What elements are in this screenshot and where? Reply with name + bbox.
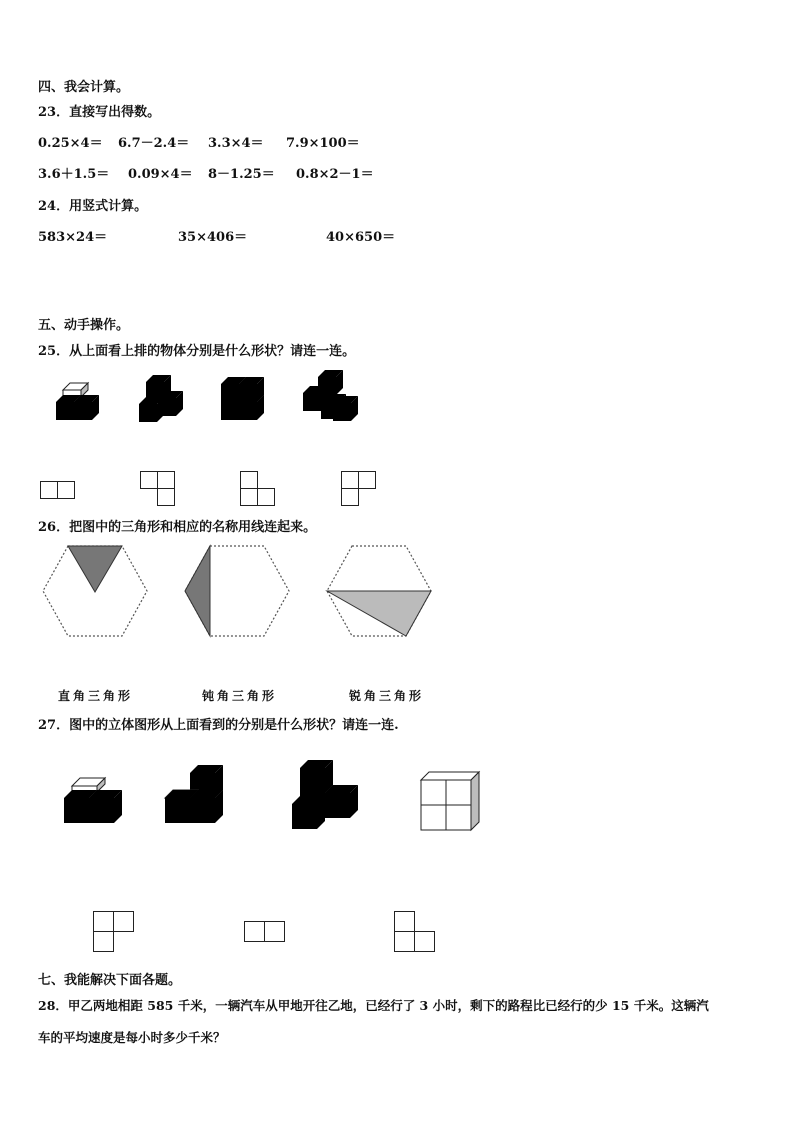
q25-solid-1: [56, 383, 106, 423]
hexagon-with-triangle-2: [184, 545, 290, 637]
question-27-title: 27．图中的立体图形从上面看到的分别是什么形状？请连一连.: [38, 718, 399, 733]
question-25-title: 25．从上面看上排的物体分别是什么形状？请连一连。: [38, 344, 356, 359]
q27-top-view-2: [244, 921, 288, 945]
calc-item: 8－1.25＝: [208, 167, 275, 182]
section-heading-calc: 四、我会计算。: [38, 80, 130, 95]
vertical-calc-item: 40×650＝: [326, 230, 396, 245]
hexagon-with-triangle-3: [326, 545, 432, 637]
calc-item: 6.7－2.4＝: [118, 136, 190, 151]
q25-solid-3: [221, 377, 271, 423]
hexagon-with-triangle-1: [42, 545, 148, 637]
calc-item: 3.6＋1.5＝: [38, 167, 110, 182]
q27-top-view-1: [93, 911, 137, 955]
label-acute-triangle: 锐角三角形: [349, 689, 425, 703]
label-right-triangle: 直角三角形: [58, 689, 134, 703]
calc-item: 7.9×100＝: [286, 136, 360, 151]
q25-top-view-3: [240, 471, 278, 509]
section-heading-hands-on: 五、动手操作。: [38, 318, 130, 333]
q27-solid-2: [165, 765, 231, 827]
q25-top-view-2: [140, 471, 178, 509]
question-23-title: 23．直接写出得数。: [38, 105, 161, 120]
q25-top-view-1: [40, 481, 76, 500]
q25-top-view-4: [341, 471, 379, 509]
question-28-line-2: 车的平均速度是每小时多少千米？: [38, 1030, 226, 1045]
calc-item: 3.3×4＝: [208, 136, 264, 151]
calc-item: 0.8×2－1＝: [296, 167, 374, 182]
question-26-title: 26．把图中的三角形和相应的名称用线连起来。: [38, 520, 317, 535]
q25-solid-4: [300, 370, 358, 424]
q27-solid-3: [292, 760, 362, 830]
label-obtuse-triangle: 钝角三角形: [202, 689, 278, 703]
vertical-calc-item: 583×24＝: [38, 230, 108, 245]
q27-solid-4: [421, 772, 483, 834]
q27-top-view-3: [394, 911, 438, 955]
question-28-line-1: 28．甲乙两地相距 585 千米，一辆汽车从甲地开往乙地，已经行了 3 小时，剩下的路程比已经行的少 15 千米。这辆汽: [38, 998, 709, 1013]
calc-item: 0.09×4＝: [128, 167, 193, 182]
vertical-calc-item: 35×406＝: [178, 230, 248, 245]
question-24-title: 24．用竖式计算。: [38, 199, 148, 214]
q27-solid-1: [64, 778, 130, 826]
q25-solid-2: [136, 375, 191, 425]
calc-item: 0.25×4＝: [38, 136, 103, 151]
section-heading-word-problems: 七、我能解决下面各题。: [38, 973, 182, 988]
